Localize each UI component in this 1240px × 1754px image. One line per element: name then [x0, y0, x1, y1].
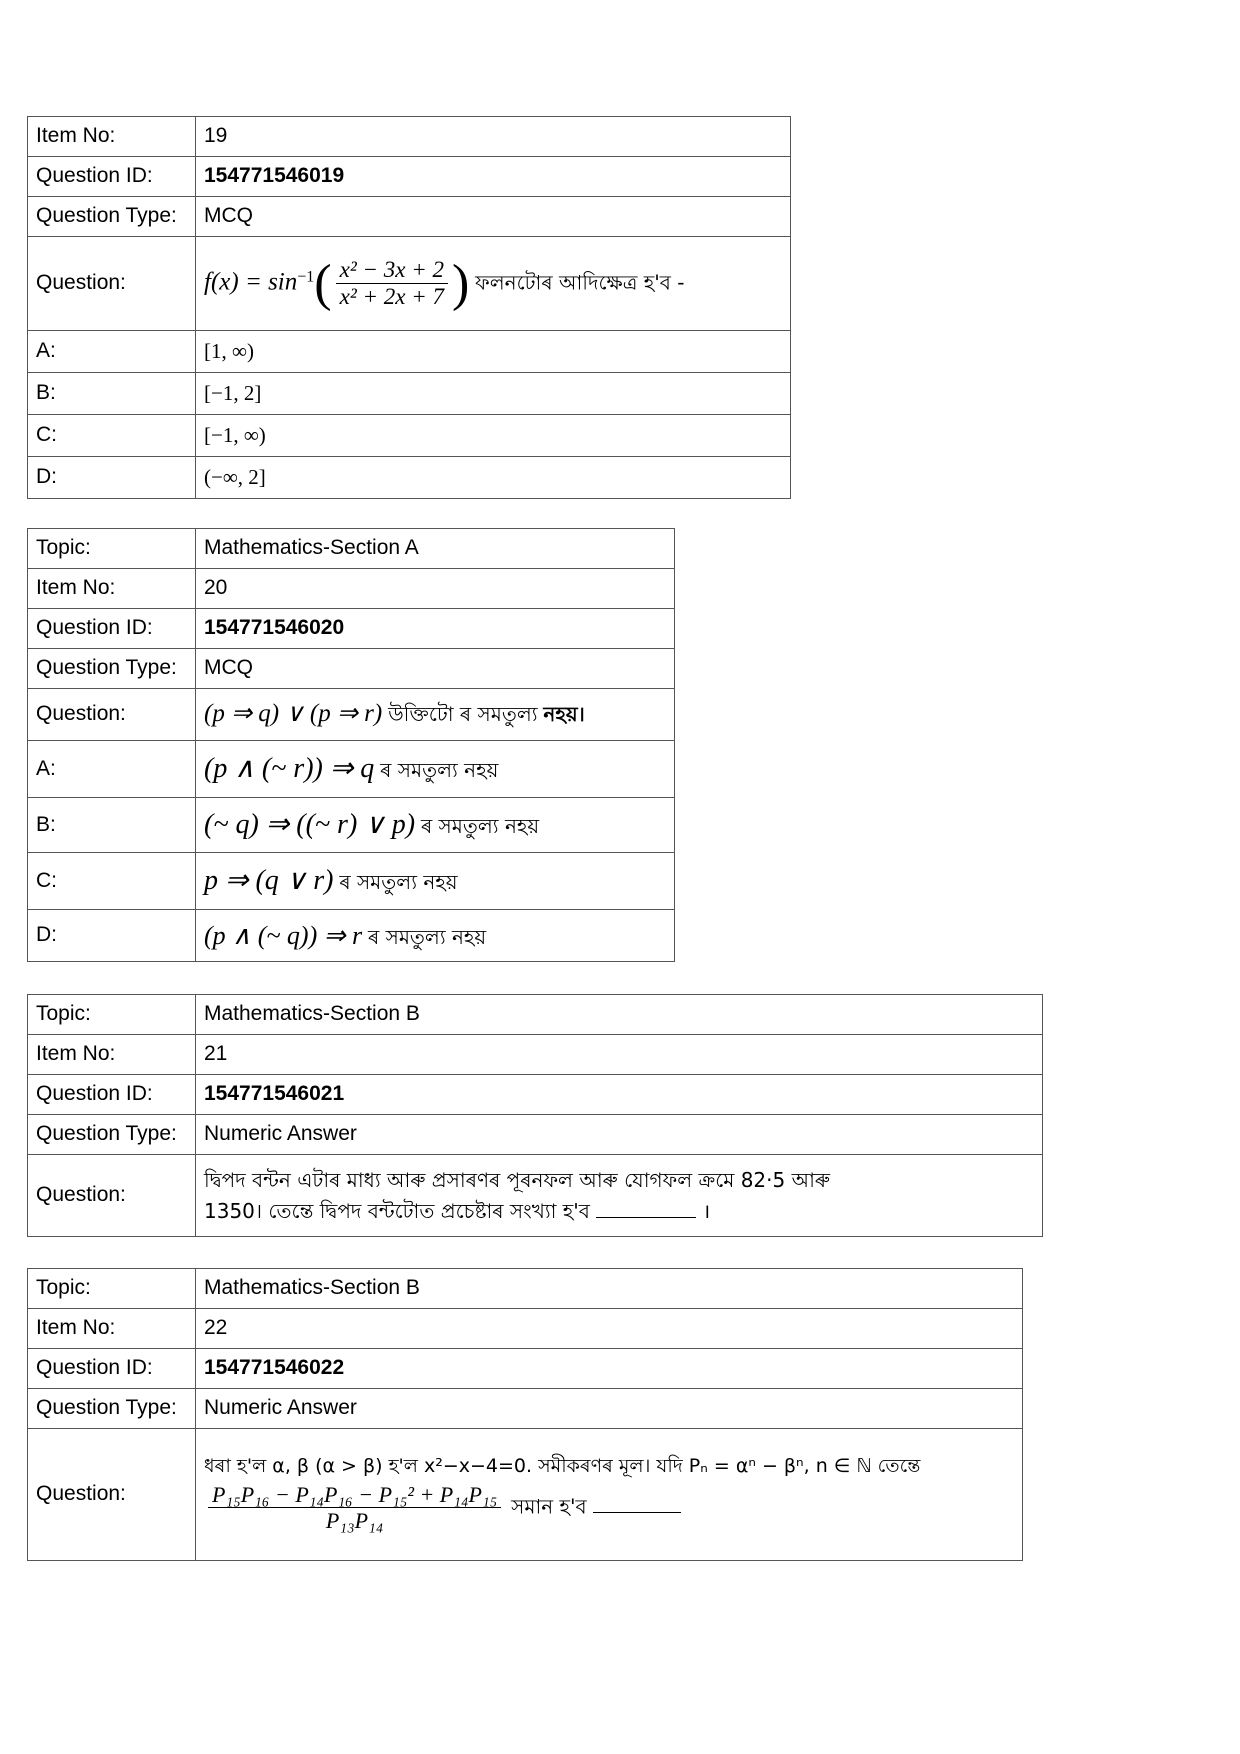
question-type-label: Question Type: [28, 1389, 196, 1429]
option-b-label: B: [28, 798, 196, 853]
item-no-label: Item No: [28, 117, 196, 157]
option-d-label: D: [28, 910, 196, 962]
question-label: Question: [28, 237, 196, 331]
question-content [196, 1429, 1023, 1561]
question-20-table [27, 528, 675, 962]
fraction-numerator: P₁₅P₁₆ − P₁₄P₁₆ − P₁₅² + P₁₄P₁₅ [208, 1482, 501, 1508]
question-line-1: ধৰা হ'ল α, β (α > β) হ'ল x²−x−4=0. সমীকৰণৰ মূল। যদি Pₙ = αⁿ − βⁿ, n ∈ ℕ তেন্তে [204, 1454, 921, 1477]
topic-label: Topic: [28, 995, 196, 1035]
question-type-value: MCQ [196, 197, 791, 237]
answer-blank [596, 1216, 696, 1218]
option-b-value [196, 798, 675, 853]
option-a-math: (p ∧ (~ r)) ⇒ q [204, 752, 375, 784]
question-math: (p ⇒ q) ∨ (p ⇒ r) [204, 700, 383, 728]
option-c-math: p ⇒ (q ∨ r) [204, 864, 334, 896]
question-text-bold: নহয়। [543, 702, 585, 727]
item-no-value: 19 [196, 117, 791, 157]
question-id-value: 154771546020 [196, 609, 675, 649]
option-d-math: (p ∧ (~ q)) ⇒ r [204, 920, 363, 950]
question-type-label: Question Type: [28, 1115, 196, 1155]
option-a-label: A: [28, 331, 196, 373]
topic-value: Mathematics-Section A [196, 529, 675, 569]
fraction-numerator: x² − 3x + 2 [336, 257, 448, 284]
option-a-label: A: [28, 741, 196, 798]
item-no-label: Item No: [28, 569, 196, 609]
item-no-label: Item No: [28, 1035, 196, 1075]
question-type-label: Question Type: [28, 649, 196, 689]
option-c-text: ৰ সমতুল্য নহয় [339, 869, 458, 894]
question-19-table [27, 116, 791, 499]
answer-blank [593, 1511, 681, 1513]
question-id-label: Question ID: [28, 1075, 196, 1115]
question-label: Question: [28, 689, 196, 741]
question-22-table [27, 1268, 1023, 1561]
option-c-value [196, 853, 675, 910]
option-b-value: [−1, 2] [196, 373, 791, 415]
question-type-value: Numeric Answer [196, 1115, 1043, 1155]
question-type-value: MCQ [196, 649, 675, 689]
question-id-label: Question ID: [28, 1349, 196, 1389]
option-d-value: (−∞, 2] [196, 457, 791, 499]
fraction-denominator: x² + 2x + 7 [339, 284, 444, 309]
question-content [196, 237, 791, 331]
topic-label: Topic: [28, 1269, 196, 1309]
option-d-label: D: [28, 457, 196, 499]
option-b-label: B: [28, 373, 196, 415]
item-no-label: Item No: [28, 1309, 196, 1349]
question-fraction [208, 1482, 501, 1534]
right-paren: ) [451, 254, 470, 312]
question-math-sup: −1 [297, 268, 315, 286]
topic-value: Mathematics-Section B [196, 1269, 1023, 1309]
question-line-2-row [204, 1482, 1014, 1534]
question-label: Question: [28, 1155, 196, 1237]
option-b-text: ৰ সমতুল্য নহয় [420, 813, 540, 838]
option-a-value [196, 741, 675, 798]
question-id-label: Question ID: [28, 609, 196, 649]
question-text: উক্তিটো ৰ সমতুল্য [388, 702, 538, 727]
question-id-value: 154771546019 [196, 157, 791, 197]
question-math-prefix: f(x) = sin [204, 268, 298, 296]
question-line-1: দ্বিপদ বন্টন এটাৰ মাধ্য আৰু প্ৰসাৰণৰ পূৰনফল আৰু যোগফল ক্ৰমে 82·5 আৰু [204, 1167, 830, 1192]
question-end-mark: । [702, 1198, 711, 1223]
fraction-denominator: P₁₃P₁₄ [325, 1507, 384, 1533]
option-d-text: ৰ সমতুল্য নহয় [367, 924, 487, 949]
question-content [196, 1155, 1043, 1237]
topic-label: Topic: [28, 529, 196, 569]
question-id-value: 154771546021 [196, 1075, 1043, 1115]
question-text: সমান হ'ব [511, 1493, 587, 1518]
option-a-text: ৰ সমতুল্য নহয় [380, 757, 499, 782]
item-no-value: 21 [196, 1035, 1043, 1075]
question-content [196, 689, 675, 741]
question-label: Question: [28, 1429, 196, 1561]
item-no-value: 22 [196, 1309, 1023, 1349]
question-line-2: 1350। তেন্তে দ্বিপদ বন্টটোত প্ৰচেষ্টাৰ সংখ্যা হ'ব [204, 1198, 590, 1223]
question-id-label: Question ID: [28, 157, 196, 197]
option-c-value: [−1, ∞) [196, 415, 791, 457]
question-text: ফলনটোৰ আদিক্ষেত্ৰ হ'ব - [475, 270, 685, 295]
item-no-value: 20 [196, 569, 675, 609]
question-type-value: Numeric Answer [196, 1389, 1023, 1429]
topic-value: Mathematics-Section B [196, 995, 1043, 1035]
question-id-value: 154771546022 [196, 1349, 1023, 1389]
left-paren: ( [314, 254, 332, 312]
question-type-label: Question Type: [28, 197, 196, 237]
option-c-label: C: [28, 853, 196, 910]
question-fraction [336, 257, 448, 311]
question-21-table [27, 994, 1043, 1237]
question-line-2-row [204, 1196, 1034, 1227]
option-c-label: C: [28, 415, 196, 457]
option-a-value: [1, ∞) [196, 331, 791, 373]
option-d-value [196, 910, 675, 962]
option-b-math: (~ q) ⇒ ((~ r) ∨ p) [204, 808, 416, 840]
